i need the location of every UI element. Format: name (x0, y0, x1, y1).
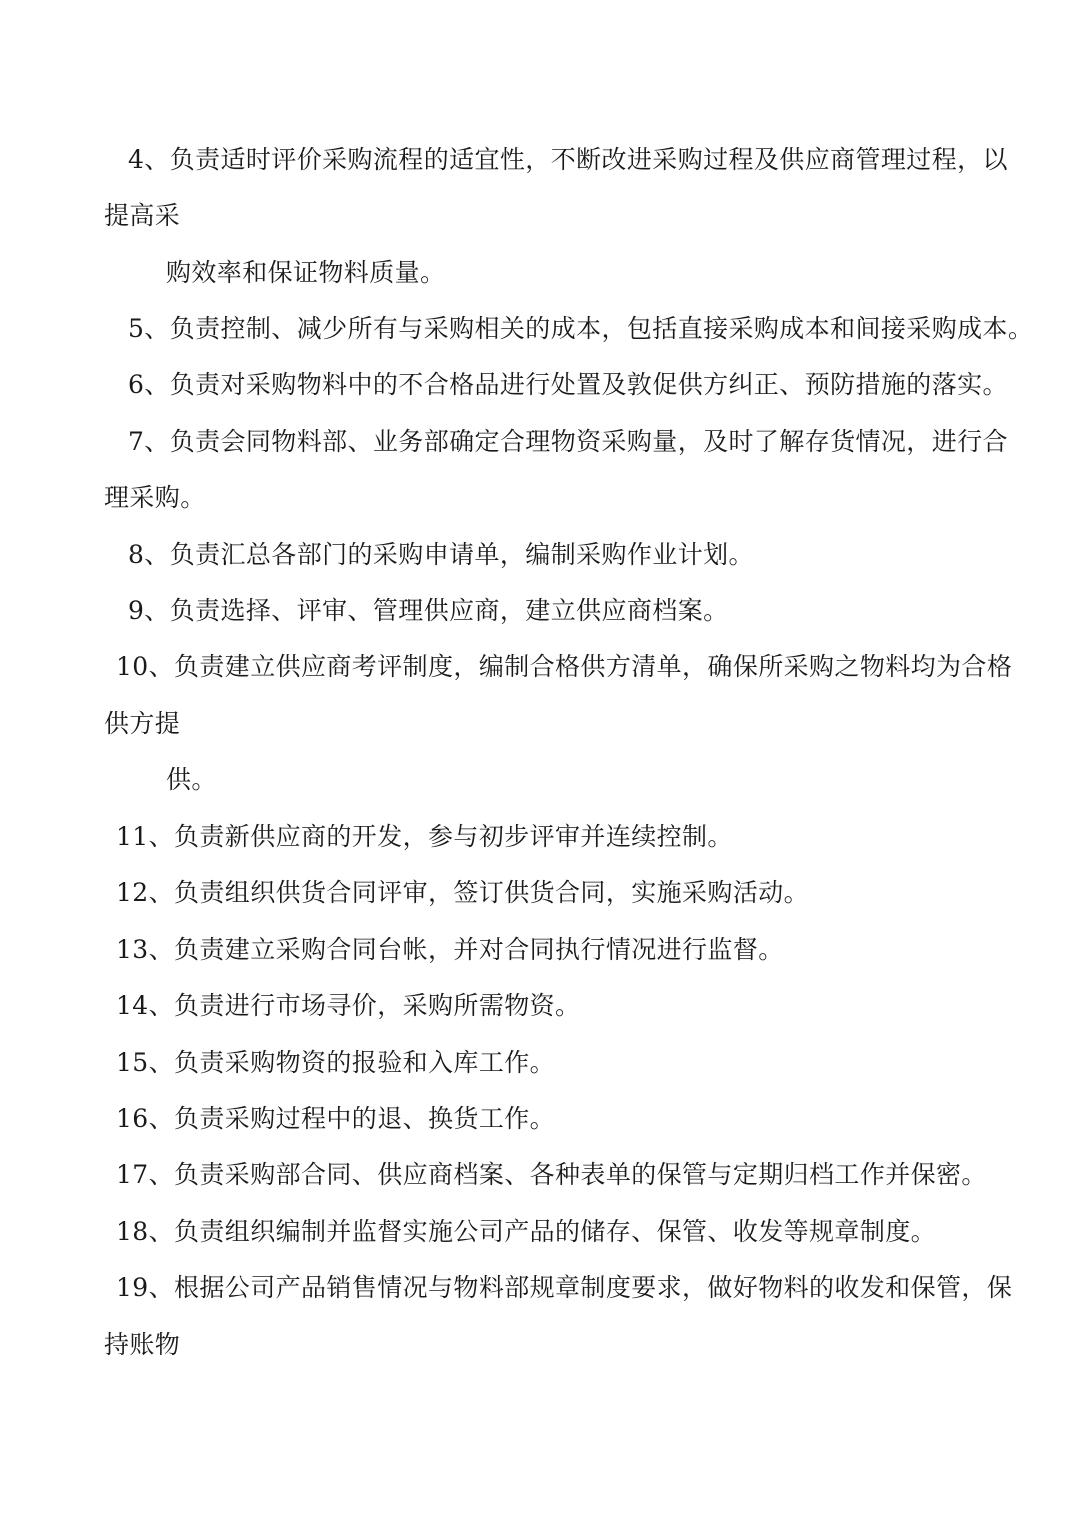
item-4-line-3: 购效率和保证物料质量。 (166, 258, 446, 287)
item-13: 13、负责建立采购合同台帐，并对合同执行情况进行监督。 (116, 935, 784, 964)
item-5: 5、负责控制、减少所有与采购相关的成本，包括直接采购成本和间接采购成本。 (128, 314, 1034, 343)
item-15: 15、负责采购物资的报验和入库工作。 (116, 1048, 556, 1077)
item-7-line-2: 理采购。 (104, 483, 206, 512)
item-19-line-2: 持账物 (104, 1330, 181, 1359)
item-18: 18、负责组织编制并监督实施公司产品的储存、保管、收发等规章制度。 (116, 1217, 937, 1246)
item-10-line-3: 供。 (166, 765, 217, 794)
item-17: 17、负责采购部合同、供应商档案、各种表单的保管与定期归档工作并保密。 (116, 1160, 987, 1189)
item-16: 16、负责采购过程中的退、换货工作。 (116, 1104, 556, 1133)
item-11: 11、负责新供应商的开发，参与初步评审并连续控制。 (116, 822, 733, 851)
item-8: 8、负责汇总各部门的采购申请单，编制采购作业计划。 (128, 540, 754, 569)
item-19-line-1: 19、根据公司产品销售情况与物料部规章制度要求，做好物料的收发和保管，保 (116, 1273, 1013, 1302)
item-7-line-1: 7、负责会同物料部、业务部确定合理物资采购量，及时了解存货情况，进行合 (128, 427, 1008, 456)
item-10-line-1: 10、负责建立供应商考评制度，编制合格供方清单，确保所采购之物料均为合格 (116, 652, 1013, 681)
item-4-line-1: 4、负责适时评价采购流程的适宜性，不断改进采购过程及供应商管理过程，以 (128, 145, 1008, 174)
item-14: 14、负责进行市场寻价，采购所需物资。 (116, 991, 581, 1020)
item-6: 6、负责对采购物料中的不合格品进行处置及敦促供方纠正、预防措施的落实。 (128, 370, 1008, 399)
item-10-line-2: 供方提 (104, 709, 181, 738)
item-12: 12、负责组织供货合同评审，签订供货合同，实施采购活动。 (116, 878, 810, 907)
item-9: 9、负责选择、评审、管理供应商，建立供应商档案。 (128, 596, 729, 625)
item-4-line-2: 提高采 (104, 201, 181, 230)
